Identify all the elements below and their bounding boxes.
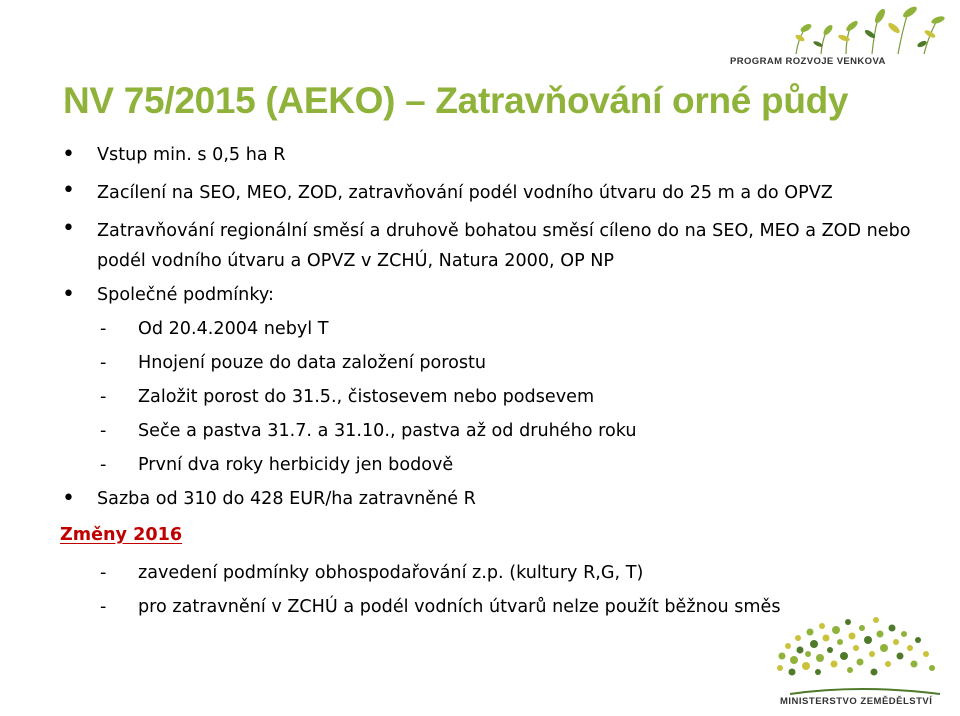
change-text: zavedení podmínky obhospodařování z.p. (kultury R,G, T) bbox=[138, 563, 644, 583]
condition-item bbox=[60, 414, 920, 448]
dots-tree-logo-icon bbox=[760, 610, 960, 696]
dash-marker: - bbox=[100, 455, 107, 475]
rate-bullet: • Sazba od 310 do 428 EUR/ha zatravněné R bbox=[60, 482, 920, 516]
slide-body bbox=[60, 138, 920, 624]
bullet-item: • Vstup min. s 0,5 ha R bbox=[60, 138, 920, 172]
dash-marker: - bbox=[100, 563, 107, 583]
changes-heading: Změny 2016 bbox=[60, 525, 183, 545]
page-title: NV 75/2015 (AEKO) – Zatravňování orné půdy bbox=[63, 80, 849, 121]
condition-text: Seče a pastva 31.7. a 31.10., pastva až od druhého roku bbox=[138, 421, 637, 441]
ministerstvo-zemedelstvi-logo bbox=[760, 610, 960, 716]
bullet-item: • Společné podmínky: bbox=[60, 278, 920, 312]
dash-marker: - bbox=[100, 597, 107, 617]
logo-bottom-caption: MINISTERSTVO ZEMĚDĚLSTVÍ bbox=[780, 696, 933, 707]
bullet-item: • Zatravňování regionální směsí a druhově bohatou směsí cíleno do na SEO, MEO a ZOD nebo podél vodního útvaru a OPVZ v ZCHÚ, Natura 2000, OP NP bbox=[60, 214, 920, 278]
condition-text: První dva roky herbicidy jen bodově bbox=[138, 455, 454, 475]
logo-top-caption: PROGRAM ROZVOJE VENKOVA bbox=[730, 56, 886, 67]
program-rozvoje-venkova-logo bbox=[726, 4, 960, 70]
change-text: pro zatravnění v ZCHÚ a podél vodních útvarů nelze použít běžnou směs bbox=[138, 597, 781, 617]
dash-marker: - bbox=[100, 319, 107, 339]
bullet-item: • Zacílení na SEO, MEO, ZOD, zatravňování podél vodního útvaru do 25 m a do OPVZ bbox=[60, 176, 920, 210]
condition-text: Hnojení pouze do data založení porostu bbox=[138, 353, 487, 373]
condition-item bbox=[60, 380, 920, 414]
change-item bbox=[60, 556, 920, 590]
dash-marker: - bbox=[100, 353, 107, 373]
condition-item bbox=[60, 346, 920, 380]
leaves-logo-icon bbox=[726, 4, 960, 56]
dash-marker: - bbox=[100, 387, 107, 407]
dash-marker: - bbox=[100, 421, 107, 441]
condition-text: Od 20.4.2004 nebyl T bbox=[138, 319, 329, 339]
condition-item bbox=[60, 312, 920, 346]
condition-item bbox=[60, 448, 920, 482]
changes-heading-row bbox=[60, 518, 920, 552]
condition-text: Založit porost do 31.5., čistosevem nebo podsevem bbox=[138, 387, 595, 407]
